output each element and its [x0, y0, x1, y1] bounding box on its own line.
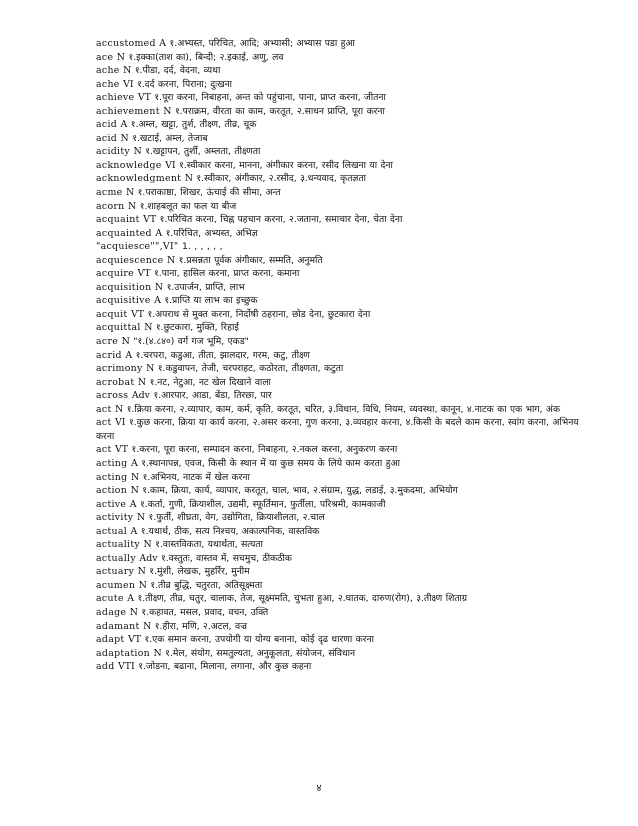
- part-of-speech: VT: [137, 268, 151, 280]
- definition: १.मेल, संयोग, समतुल्यता, अनुकूलता, संयोजन, संविधान: [165, 647, 356, 659]
- part-of-speech: N: [144, 322, 153, 334]
- headword: acrimony: [96, 363, 143, 375]
- definition: १.परिचित, अभ्यस्त, अभिज्ञ: [165, 227, 258, 239]
- dictionary-entry: [96, 647, 596, 661]
- headword: acquire: [96, 268, 135, 280]
- part-of-speech: A: [120, 119, 128, 131]
- definition: १.उपार्जन, प्राप्ति, लाभ: [166, 281, 245, 293]
- part-of-speech: N: [129, 606, 138, 618]
- headword: acting: [96, 457, 128, 469]
- dictionary-entry: [96, 620, 596, 634]
- definition: १.छुटकारा, मुक्ति, रिहाई: [155, 322, 239, 334]
- part-of-speech: N: [115, 403, 124, 415]
- headword: adamant: [96, 620, 140, 632]
- headword: actual: [96, 525, 128, 537]
- dictionary-entry: [96, 200, 596, 214]
- part-of-speech: VI: [123, 78, 134, 90]
- part-of-speech: N: [154, 281, 164, 293]
- part-of-speech: N: [184, 173, 193, 185]
- headword: acute: [96, 593, 124, 605]
- headword: achieve: [96, 92, 135, 104]
- definition: १.दर्द करना, पिराना; दुःखना: [137, 78, 233, 90]
- part-of-speech: A: [130, 525, 138, 537]
- definition: १.यथार्थ, ठीक, सत्य निश्चय, अकाल्पनिक, वास्तविक: [140, 525, 320, 537]
- definition: १.फुर्ती, शीघ्रता, वेग, उद्योगिता, क्रियाशीलता, २.चाल: [148, 512, 325, 524]
- part-of-speech: VT: [143, 214, 157, 226]
- part-of-speech: VT: [127, 634, 141, 646]
- headword: acquaint: [96, 214, 140, 226]
- headword: act: [96, 403, 112, 415]
- dictionary-entry: [96, 552, 596, 566]
- definition: १.परिचित करना, चिह्न पहचान करना, २.जताना, समाचार देना, चेता देना: [159, 214, 403, 226]
- definition: १.हीरा, मणि, २.अटल, वज्र: [154, 620, 247, 632]
- definition: १.करना, पूरा करना, सम्पादन करना, निबाहना, २.नकल करना, अनुकरण करना: [131, 444, 398, 456]
- dictionary-entry: [96, 186, 596, 200]
- part-of-speech: A: [127, 593, 134, 605]
- dictionary-entry: [96, 606, 596, 620]
- dictionary-entry: [96, 376, 596, 390]
- definition: १.तीव्र बुद्धि, चतुरता, अतिसूक्ष्मता: [150, 579, 263, 591]
- part-of-speech: A: [155, 227, 163, 239]
- part-of-speech: N: [125, 187, 135, 199]
- headword: acre: [96, 336, 119, 348]
- definition: 1. , , , , ,: [182, 241, 223, 253]
- part-of-speech: Adv: [139, 552, 158, 564]
- definition: १.कुछ करना, क्रिया या कार्य करना, २.असर करना, गुण करना, ३.व्यवहार करना, ४.किसी के बदले काम करना, स्वांग करना, अभिनय करना: [96, 417, 579, 442]
- part-of-speech: N: [137, 376, 147, 388]
- definition: १.आरपार, आडा, बेंडा, तिरछा, पार: [153, 390, 272, 402]
- dictionary-entry: [96, 389, 596, 403]
- headword: actuary: [96, 566, 135, 578]
- definition: १.अम्ल, खट्टा, तुर्श, तीक्ष्ण, तीव्र, चूक: [130, 119, 257, 131]
- definition: १.शाहबलूत का फल या बीज: [139, 200, 237, 212]
- part-of-speech: VT: [137, 92, 151, 104]
- dictionary-entry: [96, 294, 596, 308]
- headword: ache: [96, 78, 120, 90]
- part-of-speech: VI: [115, 417, 126, 429]
- part-of-speech: N: [166, 254, 176, 266]
- part-of-speech: N: [146, 363, 155, 375]
- dictionary-entry: [96, 132, 596, 146]
- headword: actually: [96, 552, 136, 564]
- dictionary-entry: [96, 565, 596, 579]
- headword: acrid: [96, 349, 122, 361]
- dictionary-entry: [96, 633, 596, 647]
- dictionary-entry: [96, 213, 596, 227]
- part-of-speech: A: [159, 38, 167, 49]
- headword: achievement: [96, 105, 160, 117]
- headword: acquiescence: [96, 254, 164, 266]
- part-of-speech: N: [163, 105, 172, 117]
- dictionary-entry: [96, 64, 596, 78]
- dictionary-entry: [96, 457, 596, 471]
- headword: act: [96, 417, 112, 429]
- definition: १.अभ्यस्त, परिचित, आदि; अभ्यासी; अभ्यास पडा हुआ: [169, 38, 355, 49]
- dictionary-entry: [96, 525, 596, 539]
- definition: १.एक समान करना, उपयोगी या योग्य बनाना, कोई दृढ धारणा करना: [144, 634, 374, 646]
- headword: add: [96, 661, 115, 673]
- part-of-speech: N: [143, 620, 152, 632]
- dictionary-entry: [96, 443, 596, 457]
- dictionary-entry: [96, 281, 596, 295]
- part-of-speech: VT: [115, 444, 129, 456]
- headword: acquisition: [96, 281, 152, 293]
- headword: acquittal: [96, 322, 141, 334]
- definition: १.पराक्रम, वीरता का काम, करतूत, २.साधन प्राप्ति, पूरा करना: [174, 105, 385, 117]
- dictionary-entry: [96, 308, 596, 322]
- headword: act: [96, 444, 112, 456]
- headword: ace: [96, 51, 114, 63]
- definition: १.इक्का(ताश का), बिन्दी; २.इकाई, अणु, लव: [128, 51, 284, 63]
- dictionary-entry: [96, 416, 596, 443]
- part-of-speech: VI: [165, 159, 176, 171]
- headword: acquainted: [96, 227, 152, 239]
- definition: १.अपराध से मुक्त करना, निर्दोषी ठहराना, छोड देना, छुटकारा देना: [147, 308, 371, 320]
- dictionary-entry: [96, 159, 596, 173]
- part-of-speech: N: [138, 579, 147, 591]
- dictionary-entry: [96, 579, 596, 593]
- definition: १.पीडा, दर्द, वेदना, व्यथा: [134, 65, 221, 77]
- headword: actuality: [96, 539, 140, 551]
- dictionary-entry: [96, 498, 596, 512]
- dictionary-entry: [96, 403, 596, 417]
- part-of-speech: N: [120, 132, 129, 144]
- definition: १.प्रसन्नता पूर्वक अंगीकार, सम्मति, अनुमति: [178, 254, 323, 266]
- page-number: ४: [316, 783, 322, 794]
- part-of-speech: N: [133, 146, 142, 158]
- part-of-speech: VTI: [117, 661, 135, 673]
- definition: १.मुंशी, लेखक, मुहर्रिर, मुनीम: [149, 566, 250, 578]
- headword: acid: [96, 132, 118, 144]
- definition: १.पूरा करना, निबाहना, अन्त को पहुंचाना, पाना, प्राप्त करना, जीतना: [154, 92, 386, 104]
- definition: १.खटाई, अम्ल, तेजाब: [132, 132, 208, 144]
- dictionary-entry: [96, 105, 596, 119]
- headword: active: [96, 498, 127, 510]
- part-of-speech: VT: [130, 308, 144, 320]
- part-of-speech: N: [128, 200, 137, 212]
- definition: "१.(४.८४०) वर्ग गज भूमि, एकड": [133, 336, 249, 348]
- dictionary-entry: [96, 37, 596, 51]
- dictionary-entry: [96, 254, 596, 268]
- dictionary-entry: [96, 484, 596, 498]
- definition: १.प्राप्ति या लाभ का इच्छुक: [164, 295, 258, 307]
- headword: "acquiesce"",VI": [96, 241, 179, 253]
- part-of-speech: N: [130, 485, 139, 497]
- headword: acme: [96, 187, 123, 199]
- dictionary-entry: [96, 267, 596, 281]
- dictionary-entry: [96, 592, 596, 606]
- dictionary-entry: [96, 145, 596, 159]
- headword: action: [96, 485, 128, 497]
- part-of-speech: A: [129, 498, 137, 510]
- definition: १.क्रिया करना, २.व्यापार, काम, कर्म, कृति, करतूत, चरित, ३.विधान, विधि, नियम, व्यवस्था, कानून, ४.नाटक का एक भाग, अंक: [126, 403, 560, 415]
- dictionary-entry: [96, 349, 596, 363]
- part-of-speech: A: [125, 349, 133, 361]
- part-of-speech: N: [130, 471, 140, 483]
- headword: across: [96, 390, 129, 402]
- part-of-speech: Adv: [131, 390, 150, 402]
- headword: accustomed: [96, 38, 156, 49]
- part-of-speech: A: [130, 457, 138, 469]
- part-of-speech: N: [116, 51, 125, 63]
- headword: acumen: [96, 579, 136, 591]
- headword: acorn: [96, 200, 125, 212]
- headword: acquit: [96, 308, 128, 320]
- part-of-speech: N: [137, 566, 146, 578]
- dictionary-entry: [96, 118, 596, 132]
- definition: १.खट्टापन, तुर्शी, अम्लता, तीक्ष्णता: [145, 146, 261, 158]
- headword: acid: [96, 119, 118, 131]
- definition: १.स्वीकार, अंगीकार, २.रसीद, ३.धन्यवाद, कृतज्ञता: [196, 173, 366, 185]
- dictionary-entry: [96, 91, 596, 105]
- dictionary-entry: [96, 172, 596, 186]
- dictionary-entry: [96, 78, 596, 92]
- definition: १.पराकाष्ठा, शिखर, ऊंचाई की सीमा, अन्त: [137, 187, 281, 199]
- dictionary-entry: [96, 471, 596, 485]
- headword: adapt: [96, 634, 125, 646]
- headword: acquisitive: [96, 295, 151, 307]
- part-of-speech: A: [154, 295, 161, 307]
- definition: १.कडुवापन, तेजी, चरपराहट, कठोरता, तीक्ष्णता, कटुता: [157, 363, 344, 375]
- dictionary-entry: [96, 335, 596, 349]
- headword: activity: [96, 512, 134, 524]
- definition: १.काम, क्रिया, कार्य, व्यापार, करतूत, चाल, भाव, २.संग्राम, युद्ध, लडाई, ३.मुकदमा, अभियोग: [142, 485, 458, 497]
- part-of-speech: N: [153, 647, 162, 659]
- headword: acknowledge: [96, 159, 162, 171]
- headword: ache: [96, 65, 120, 77]
- headword: adaptation: [96, 647, 150, 659]
- definition: १.जोडना, बढाना, मिलाना, लगाना, और कुछ कहना: [138, 661, 312, 673]
- entry-list: [96, 37, 596, 674]
- headword: acidity: [96, 146, 131, 158]
- dictionary-entry: [96, 362, 596, 376]
- definition: १.चरपरा, कडुआ, तीता, झालदार, गरम, कटु, तीक्ष्ण: [135, 349, 310, 361]
- headword: acknowledgment: [96, 173, 182, 185]
- definition: १.स्थानापन्न, एवज, किसी के स्थान में या कुछ समय के लिये काम करता हुआ: [141, 457, 400, 469]
- dictionary-entry: [96, 660, 596, 674]
- headword: adage: [96, 606, 127, 618]
- part-of-speech: N: [121, 336, 130, 348]
- definition: १.नट, नेटुआ, नट खेल दिखाने वाला: [149, 376, 271, 388]
- definition: १.कहावत, मसल, प्रवाद, वचन, उक्ति: [141, 606, 269, 618]
- definition: १.स्वीकार करना, मानना, अंगीकार करना, रसीद लिखना या देना: [179, 159, 393, 171]
- dictionary-entry: [96, 321, 596, 335]
- dictionary-entry: [96, 538, 596, 552]
- headword: acting: [96, 471, 128, 483]
- dictionary-entry: [96, 240, 596, 254]
- definition: १.वास्तविकता, यथार्थता, सत्यता: [155, 539, 263, 551]
- dictionary-entry: [96, 227, 596, 241]
- dictionary-entry: [96, 51, 596, 65]
- dictionary-entry: [96, 511, 596, 525]
- definition: १.तीक्ष्ण, तीव्र, चतुर, चालाक, तेज, सूक्ष्ममति, चुभता हुआ, २.घातक, दारुण(रोग), ३.तीक्ष्ण शिताग्र: [137, 593, 468, 605]
- definition: १.कर्ता, गुणी, क्रियाशील, उद्यमी, स्फूर्तिमान, फुर्तीला, परिश्रमी, कामकाजी: [140, 498, 386, 510]
- definition: १.पाना, हासिल करना, प्राप्त करना, कमाना: [154, 268, 300, 280]
- part-of-speech: N: [123, 65, 132, 77]
- part-of-speech: N: [143, 539, 152, 551]
- headword: acrobat: [96, 376, 135, 388]
- definition: १.अभिनय, नाटक में खेल करना: [142, 471, 250, 483]
- part-of-speech: N: [136, 512, 146, 524]
- definition: १.वस्तुतः, वास्तव में, सचमुच, ठीकठीक: [160, 552, 292, 564]
